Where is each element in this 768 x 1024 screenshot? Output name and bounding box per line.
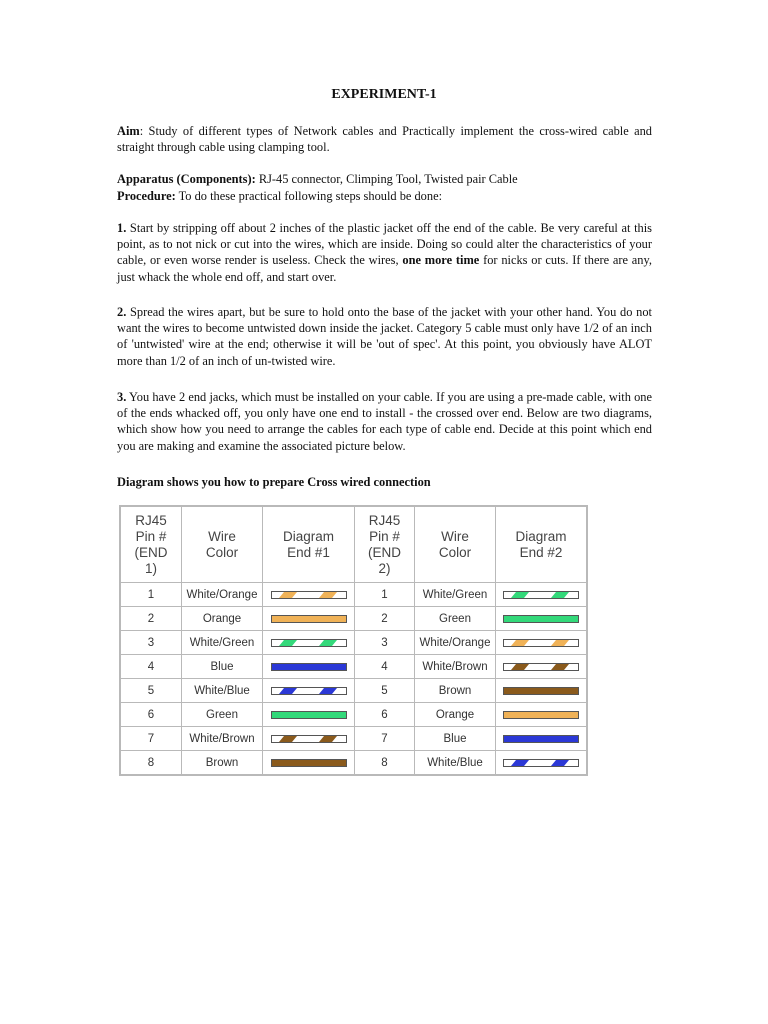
- table-row: [120, 751, 587, 776]
- solid-brown-wire-icon: [503, 687, 579, 695]
- header-line: (END: [134, 544, 168, 560]
- pin-end1-cell: 2: [120, 607, 182, 631]
- header-line: End #1: [287, 544, 330, 560]
- procedure-text: To do these practical following steps should be done:: [175, 189, 443, 203]
- wire-color-end1-cell: Blue: [182, 655, 263, 679]
- step-1-text: Start by stripping off about 2 inches of the plastic jacket off the end of the cable. Be very careful at this point, as to not nick or cut into the wires, which are inside. Doing so could alter the characteristics of your cable, or even worse render is useless. Check the wires,: [117, 221, 652, 268]
- step-3-paragraph: [117, 389, 652, 454]
- wire-diagram-end1-cell: [263, 655, 355, 679]
- header-line: Pin #: [369, 528, 400, 544]
- pin-end2-cell: 7: [355, 727, 415, 751]
- step-2-paragraph: [117, 304, 652, 369]
- step-2-text: Spread the wires apart, but be sure to hold onto the base of the jacket with your other hand. You do not want the wires to become untwisted down inside the jacket. Category 5 cable must only have 1/2 of an inch of 'untwisted' wire at the end; otherwise it will be 'out of spec'. At this point, you obviously have ALOT more than 1/2 of an inch of un-twisted wire.: [117, 305, 652, 368]
- header-line: Color: [438, 544, 472, 560]
- wire-color-end1-cell: Green: [182, 703, 263, 727]
- pin-end1-cell: 3: [120, 631, 182, 655]
- wire-diagram-end2-cell: [496, 631, 588, 655]
- table-header-row: [120, 506, 587, 583]
- wire-diagram-end1-cell: [263, 631, 355, 655]
- header-pin-end1: [120, 506, 182, 583]
- wiring-table-body: [120, 583, 587, 776]
- header-diagram-end1: [263, 506, 355, 583]
- header-line: Color: [205, 544, 239, 560]
- wire-color-end2-cell: White/Orange: [415, 631, 496, 655]
- solid-blue-wire-icon: [503, 735, 579, 743]
- wire-diagram-end2-cell: [496, 751, 588, 776]
- step-2-number: 2.: [117, 305, 127, 319]
- wire-color-end1-cell: White/Green: [182, 631, 263, 655]
- header-line: Diagram: [515, 528, 567, 544]
- step-1-text-end: for nicks or cuts. If there are any, just whack the whole end off, and start over.: [117, 253, 652, 284]
- step-1-number: 1.: [117, 221, 127, 235]
- pin-end1-cell: 1: [120, 583, 182, 607]
- wire-color-end2-cell: White/Blue: [415, 751, 496, 776]
- wire-color-end1-cell: White/Orange: [182, 583, 263, 607]
- striped-green-wire-icon: [271, 639, 347, 647]
- wire-color-end1-cell: White/Blue: [182, 679, 263, 703]
- pin-end1-cell: 6: [120, 703, 182, 727]
- striped-green-wire-icon: [503, 591, 579, 599]
- wire-diagram-end2-cell: [496, 655, 588, 679]
- header-line: End #2: [519, 544, 563, 560]
- wire-diagram-end1-cell: [263, 727, 355, 751]
- pin-end2-cell: 4: [355, 655, 415, 679]
- header-line: Diagram: [282, 528, 334, 544]
- step-3-number: 3.: [117, 390, 127, 404]
- wire-color-end2-cell: White/Green: [415, 583, 496, 607]
- table-row: [120, 703, 587, 727]
- wire-diagram-end1-cell: [263, 607, 355, 631]
- table-row: [120, 679, 587, 703]
- wire-color-end2-cell: White/Brown: [415, 655, 496, 679]
- apparatus-label: Apparatus (Components):: [117, 172, 256, 186]
- pin-end2-cell: 6: [355, 703, 415, 727]
- solid-brown-wire-icon: [271, 759, 347, 767]
- table-row: [120, 607, 587, 631]
- wire-diagram-end2-cell: [496, 679, 588, 703]
- aim-text: : Study of different types of Network cables and Practically implement the cross-wired cable and straight through cable using clamping tool.: [117, 124, 652, 155]
- wire-diagram-end2-cell: [496, 583, 588, 607]
- table-row: [120, 631, 587, 655]
- aim-paragraph: [117, 123, 652, 155]
- pin-end2-cell: 1: [355, 583, 415, 607]
- solid-green-wire-icon: [271, 711, 347, 719]
- wire-diagram-end2-cell: [496, 727, 588, 751]
- striped-brown-wire-icon: [271, 735, 347, 743]
- pin-end1-cell: 7: [120, 727, 182, 751]
- step-1-bold-text: one more time: [402, 253, 480, 268]
- wire-color-end2-cell: Green: [415, 607, 496, 631]
- pin-end2-cell: 5: [355, 679, 415, 703]
- solid-orange-wire-icon: [503, 711, 579, 719]
- pin-end1-cell: 8: [120, 751, 182, 776]
- striped-brown-wire-icon: [503, 663, 579, 671]
- header-pin-end2: [355, 506, 415, 583]
- wire-diagram-end1-cell: [263, 751, 355, 776]
- header-wire-color-end1: [182, 506, 263, 583]
- header-line: Pin #: [135, 528, 167, 544]
- wire-color-end2-cell: Orange: [415, 703, 496, 727]
- apparatus-text: RJ-45 connector, Climping Tool, Twisted pair Cable: [255, 172, 518, 186]
- wire-diagram-end2-cell: [496, 703, 588, 727]
- wire-color-end2-cell: Brown: [415, 679, 496, 703]
- wire-diagram-end2-cell: [496, 607, 588, 631]
- striped-blue-wire-icon: [271, 687, 347, 695]
- wire-color-end1-cell: Brown: [182, 751, 263, 776]
- header-line: Wire: [441, 528, 469, 544]
- apparatus-paragraph: [117, 171, 652, 187]
- procedure-paragraph: [117, 188, 652, 204]
- solid-blue-wire-icon: [271, 663, 347, 671]
- table-row: [120, 655, 587, 679]
- diagram-caption: Diagram shows you how to prepare Cross wired connection: [117, 475, 431, 489]
- table-row: [120, 727, 587, 751]
- wire-diagram-end1-cell: [263, 703, 355, 727]
- header-wire-color-end2: [415, 506, 496, 583]
- pin-end2-cell: 8: [355, 751, 415, 776]
- header-line: RJ45: [135, 512, 167, 528]
- pin-end2-cell: 2: [355, 607, 415, 631]
- wire-color-end2-cell: Blue: [415, 727, 496, 751]
- wire-diagram-end1-cell: [263, 679, 355, 703]
- wiring-table: [119, 505, 588, 776]
- step-3-text: You have 2 end jacks, which must be installed on your cable. If you are using a pre-made cable, with one of the ends whacked off, you only have one end to install - the crossed over end. Below are two diagrams, which show how you need to arrange the cables for each type of cable end. Decide at this point which end you are making and examine the associated picture below.: [117, 390, 652, 453]
- striped-orange-wire-icon: [271, 591, 347, 599]
- solid-orange-wire-icon: [271, 615, 347, 623]
- striped-orange-wire-icon: [503, 639, 579, 647]
- header-line: 1): [144, 560, 157, 576]
- header-line: 2): [378, 560, 391, 576]
- wire-color-end1-cell: Orange: [182, 607, 263, 631]
- header-line: RJ45: [368, 512, 401, 528]
- pin-end1-cell: 4: [120, 655, 182, 679]
- wire-color-end1-cell: White/Brown: [182, 727, 263, 751]
- document-title: EXPERIMENT-1: [331, 87, 437, 102]
- header-diagram-end2: [496, 506, 588, 583]
- procedure-label: Procedure:: [117, 189, 176, 203]
- pin-end2-cell: 3: [355, 631, 415, 655]
- solid-green-wire-icon: [503, 615, 579, 623]
- header-line: Wire: [208, 528, 236, 544]
- header-line: (END: [368, 544, 401, 560]
- wire-diagram-end1-cell: [263, 583, 355, 607]
- striped-blue-wire-icon: [503, 759, 579, 767]
- aim-label: Aim: [117, 124, 140, 138]
- pin-end1-cell: 5: [120, 679, 182, 703]
- step-1-paragraph: [117, 220, 652, 285]
- table-row: [120, 583, 587, 607]
